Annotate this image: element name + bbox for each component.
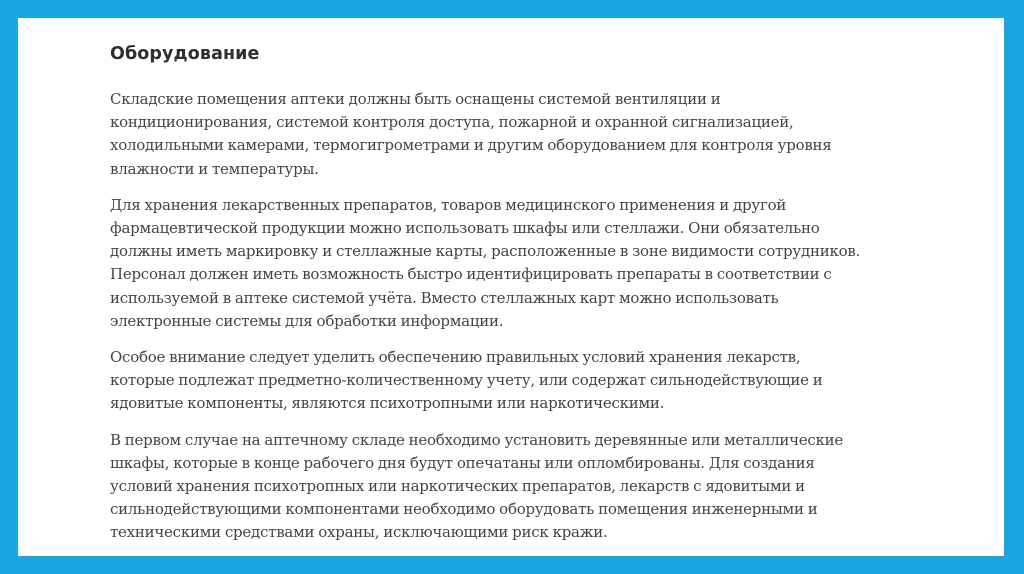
slide-title: Оборудование [110,44,260,64]
paragraph-line: которые подлежат предметно-количественному учету, или содержат сильнодействующие и [110,371,823,390]
paragraph-line: Складские помещения аптеки должны быть оснащены системой вентиляции и [110,90,721,108]
paragraph-line: электронные системы для обработки информации. [110,311,504,330]
paragraph-line: условий хранения психотропных или наркотических препаратов, лекарств с ядовитыми и [110,477,805,496]
paragraph-line: фармацевтической продукции можно использовать шкафы или стеллажи. Они обязательно [110,219,820,238]
paragraph-line: техническими средствами охраны, исключающими риск кражи. [110,523,608,542]
paragraph-storage [110,194,910,333]
slide [18,18,1004,556]
paragraph-line: холодильными камерами, термогигрометрами и другим оборудованием для контроля уровня [110,136,832,155]
paragraph-line: Особое внимание следует уделить обеспечению правильных условий хранения лекарств, [110,348,801,367]
paragraph-line: используемой в аптеке системой учёта. Вместо стеллажных карт можно использовать [110,288,779,307]
slide-body [110,88,910,556]
paragraph-line: сильнодействующими компонентами необходимо оборудовать помещения инженерными и [110,500,818,519]
paragraph-line: должны иметь маркировку и стеллажные карты, расположенные в зоне видимости сотрудников. [110,242,861,261]
paragraph-line: кондиционирования, системой контроля доступа, пожарной и охранной сигнализацией, [110,113,794,132]
paragraph-line: В первом случае на аптечному складе необходимо установить деревянные или металлические [110,430,844,449]
paragraph-security [110,429,910,545]
paragraph-special-attention [110,346,910,416]
paragraph-ventilation [110,88,910,181]
paragraph-line: шкафы, которые в конце рабочего дня будут опечатаны или опломбированы. Для создания [110,453,815,472]
paragraph-line: влажности и температуры. [110,159,319,178]
paragraph-line: Для хранения лекарственных препаратов, товаров медицинского применения и другой [110,195,787,214]
paragraph-line: ядовитые компоненты, являются психотропными или наркотическими. [110,394,665,413]
paragraph-line: Персонал должен иметь возможность быстро идентифицировать препараты в соответствии с [110,265,832,284]
